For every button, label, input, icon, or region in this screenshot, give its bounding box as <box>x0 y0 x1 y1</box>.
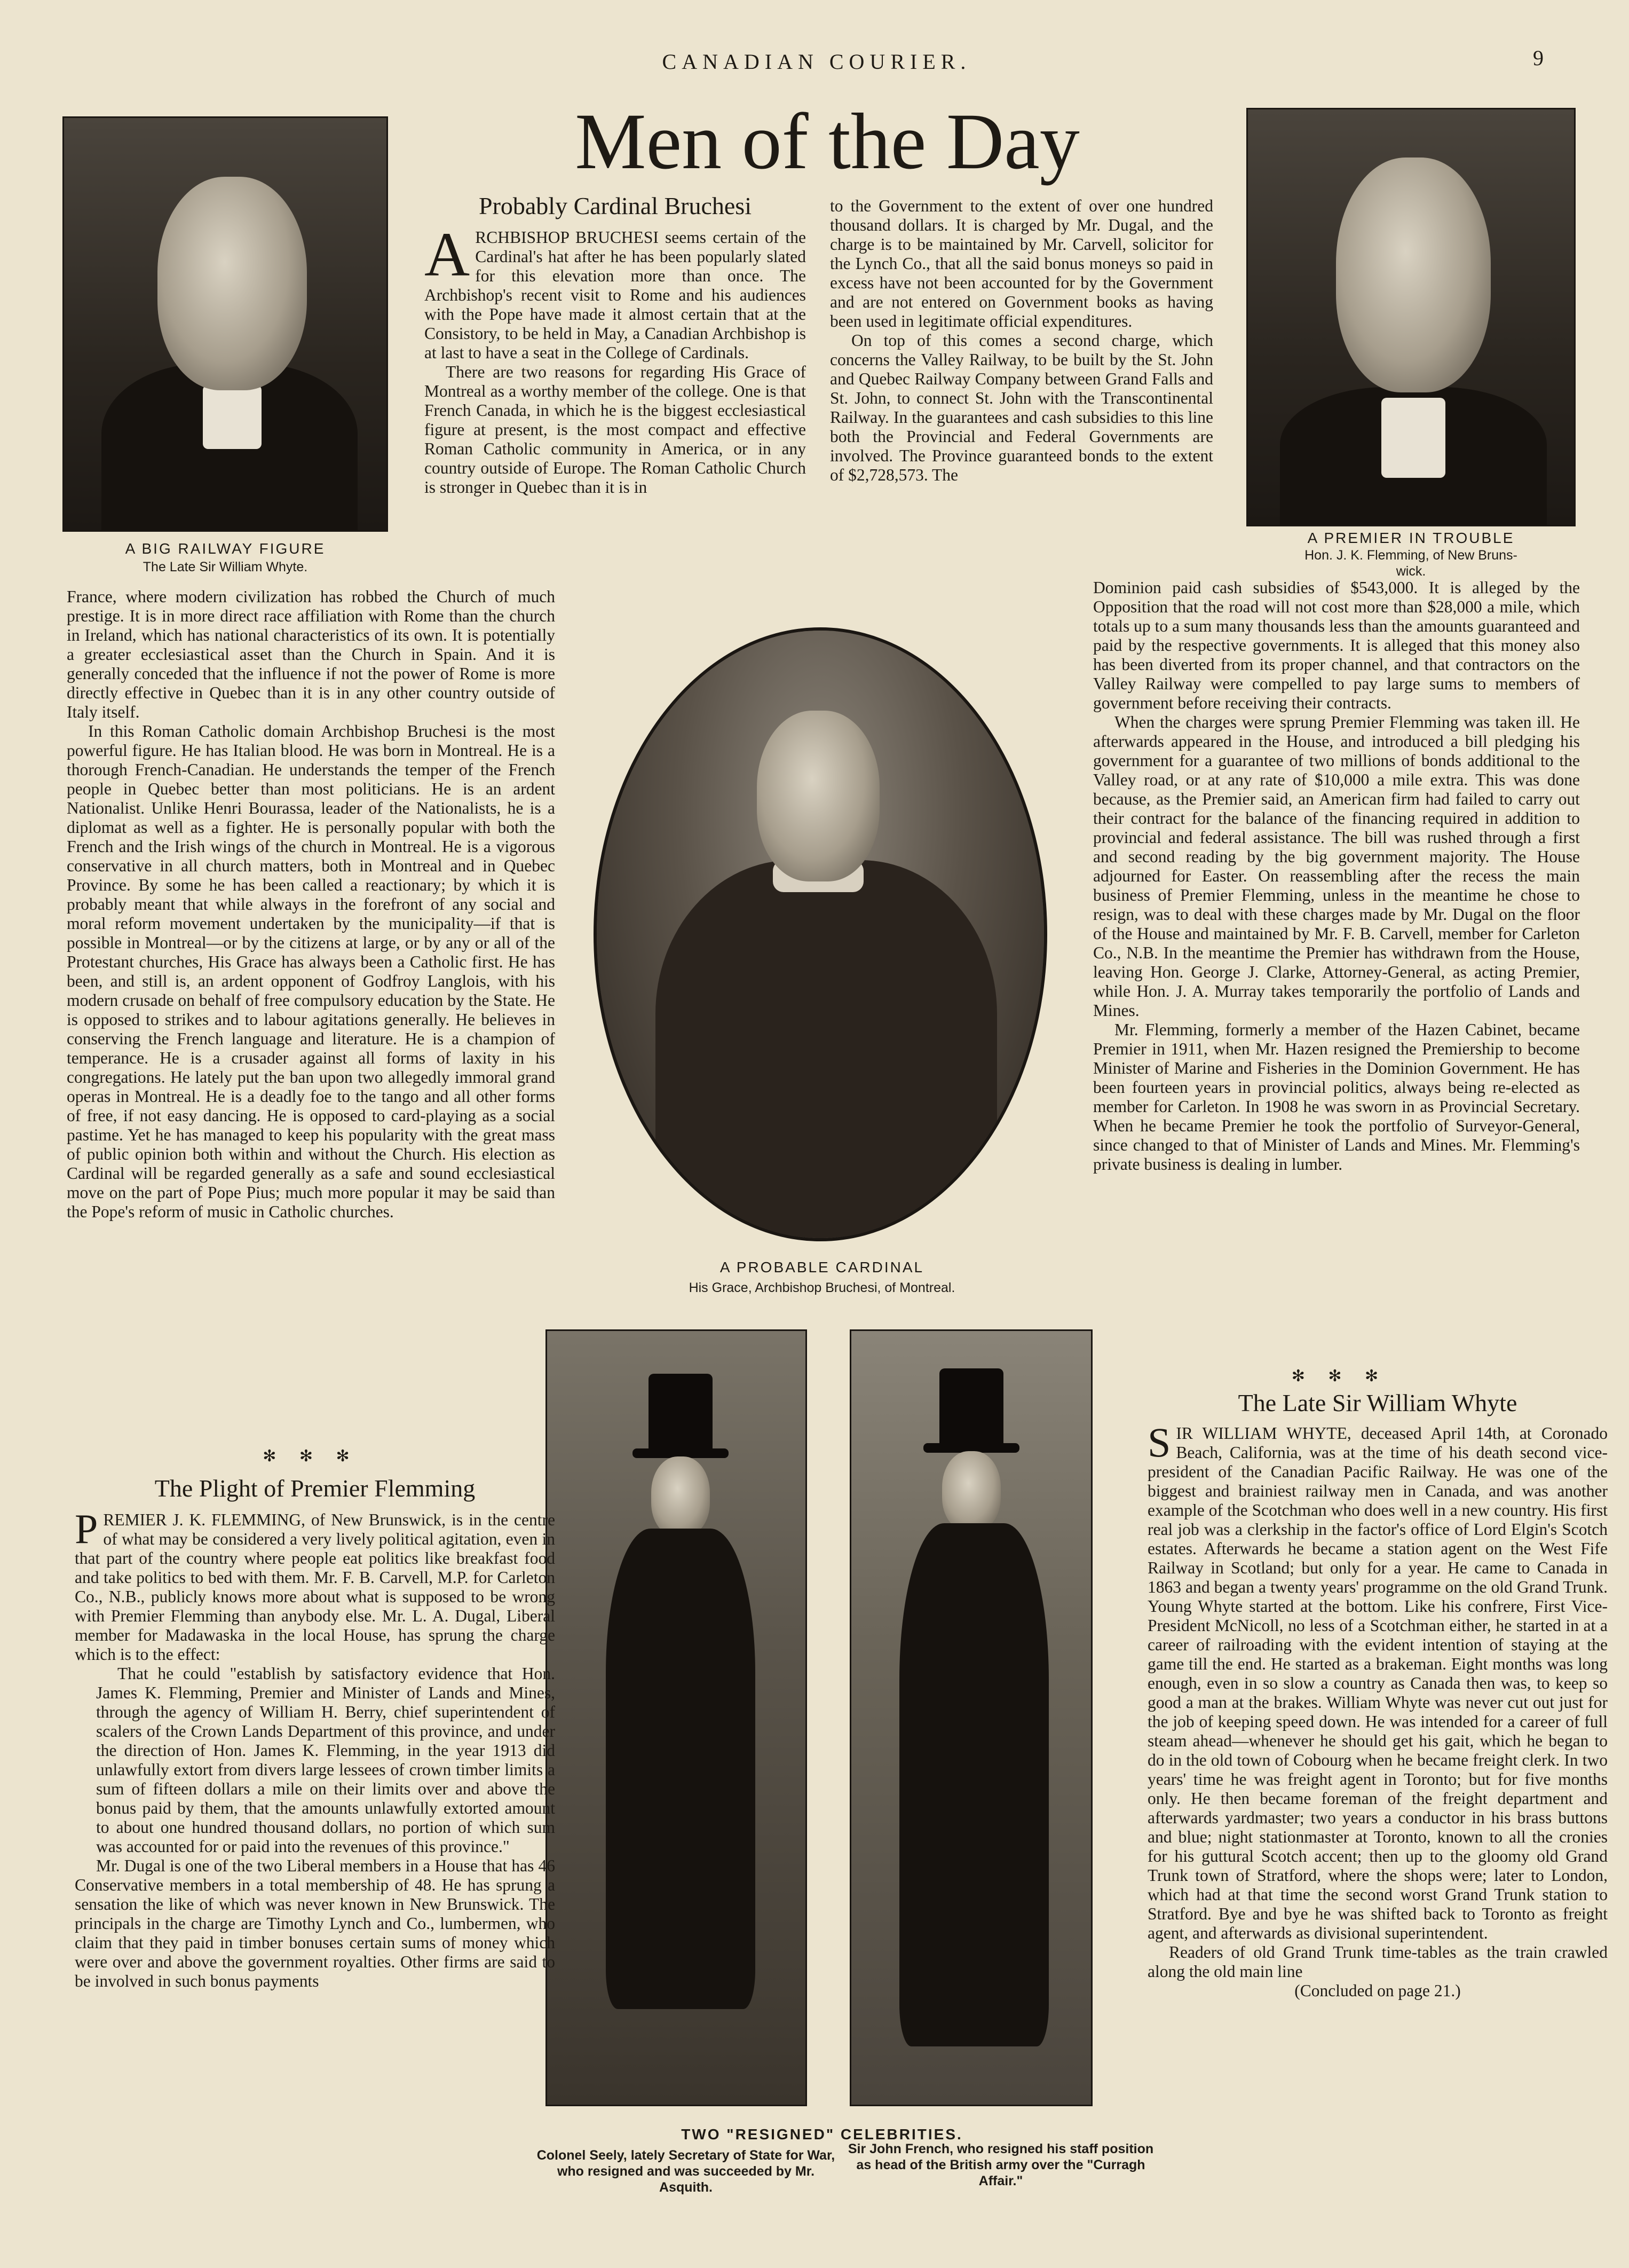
whyte-concluded: (Concluded on page 21.) <box>1294 1981 1461 2001</box>
photo-flemming-caption-sub-2: wick. <box>1396 564 1426 579</box>
bruchesi-heading: Probably Cardinal Bruchesi <box>478 192 752 219</box>
ornament-right: ✻ ✻ ✻ <box>1291 1367 1388 1385</box>
photo-whyte-caption-head: A BIG RAILWAY FIGURE <box>125 540 326 557</box>
bruchesi-lead: RCHBISHOP BRUCHESI seems certain of the Cardinal's hat after he has been popularly slated for this elevation more than once. The Archbishop's recent visit to Rome and his audiences with the Pope have made it almost certain that at the Consistory, to be held in May, a Canadian Archbishop is at last to have a seat in the College of Cardinals. <box>424 228 806 363</box>
photo-whyte-caption-sub: The Late Sir William Whyte. <box>143 560 308 574</box>
page-number: 9 <box>1533 46 1544 70</box>
photo-bruchesi <box>594 627 1047 1241</box>
whyte-lead: IR WILLIAM WHYTE, deceased April 14th, at Coronado Beach, California, was at the time of his death second vice-president of the Canadian Pacific Railway. He was one of the biggest and brainiest railway men in Canada, and was another example of the Scotchman who does well in a new country. His first real job was a clerkship in the factor's office of Lord Elgin's Scotch estates. Afterwards he became a station agent on the West Fife Railway in Scotland; but only for a year. He came to Canada in 1863 and began a twenty years' programme on the old Grand Trunk. Young Whyte started at the bottom. Like his confrere, First Vice-President McNicoll, no less of a Scotchman either, he started in at a career of railroading with the evident intention of staying at the game till the end. He started as a brakeman. Eight months was long enough, even in so slow a country as Canada then was, to keep so good a man at the brakes. William Whyte was never cut out just for the job of keeping speed down. He was intended for a career of full steam ahead—whenever he should get his gait, which he began to do in the old town of Cobourg when he became freight clerk. In two years' time he was freight agent in Toronto; but for five months only. He then became foreman of the freight department and afterwards yardmaster; two years a conductor in his brass buttons and blue; night stationmaster at Toronto, known to all the cronies for his guttural Scotch accent; then up to the gloomy old Grand Trunk town of Stratford, where the shops were; later to London, which had at that time the second worst Grand Trunk station to Stratford. Bye and bye he was shifted back to Toronto as freight agent, and afterwards as divisional superintendent. <box>1148 1424 1608 1943</box>
ornament-left: ✻ ✻ ✻ <box>263 1447 359 1465</box>
whyte-dropcap: S <box>1148 1419 1171 1466</box>
photo-flemming-caption-head: A PREMIER IN TROUBLE <box>1307 530 1515 546</box>
photo-bruchesi-caption-head: A PROBABLE CARDINAL <box>719 1259 924 1275</box>
flemming-article-left <box>75 1474 555 1991</box>
photo-french-caption: Sir John French, who resigned his staff position as head of the British army over the "Curragh Affair." <box>848 2141 1154 2188</box>
photo-flemming-caption-sub-1: Hon. J. K. Flemming, of New Bruns- <box>1304 548 1517 563</box>
photo-resigned-caption-head: TWO "RESIGNED" CELEBRITIES. <box>681 2126 963 2143</box>
bruchesi-dropcap: A <box>424 219 470 290</box>
flemming-article-col2 <box>830 196 1213 485</box>
flemming-article-right <box>1093 578 1580 1174</box>
photo-bruchesi-caption-sub: His Grace, Archbishop Bruchesi, of Montreal. <box>689 1280 955 1295</box>
flemming-quote: That he could "establish by satisfactory evidence that Hon. James K. Flemming, Premier and Minister of Lands and Mines, through the agency of William H. Berry, chief superintendent of scalers of the Crown Lands Department of this province, and under the direction of Hon. James K. Flemming, in the year 1913 did unlawfully extort from divers large lessees of crown timber limits a sum of fifteen dollars a mile on their limits over and above the bonus paid by them, that the amounts unlawfully extorted amount to about one hundred thousand dollars, no portion of which sum was accounted for or paid into the revenues of this province." <box>96 1664 555 1856</box>
flemming-paragraph-3: Mr. Dugal is one of the two Liberal members in a House that has 46 Conservative members in a total membership of 48. He has sprung a sensation the like of which was never known in New Brunswick. The principals in the charge are Timothy Lynch and Co., lumbermen, who claim that they paid in timber bonuses certain sums of money which were over and above the government royalties. Other firms are said to be involved in such bonus payments <box>75 1856 555 1991</box>
flemming-right-paragraph-2: When the charges were sprung Premier Flemming was taken ill. He afterwards appeared in the House, and introduced a bill pledging his government for a guarantee of two millions of bonds additional to the Valley road, or at any rate of $10,000 a mile extra. This was done because, as the Premier said, an American firm had failed to carry out their contract for the balance of the financing required in addition to provincial and federal assistance. The bill was rushed through a first and second reading by the big government majority. The House adjourned for Easter. On reassembling after the recess the main business of Premier Flemming, unless in the meantime he chose to resign, was to deal with these charges made by Mr. Dugal on the floor of the House and maintained by Mr. F. B. Carvell, member for Carleton Co., N.B. In the meantime the Premier has withdrawn from the House, leaving Hon. George J. Clarke, Attorney-General, as acting Premier, while Hon. J. A. Murray takes temporarily the portfolio of Lands and Mines. <box>1093 713 1580 1020</box>
bruchesi-left-paragraph-2: In this Roman Catholic domain Archbishop Bruchesi is the most powerful figure. He has Italian blood. He was born in Montreal. He is a thorough French-Canadian. He understands the temper of the French people in Quebec better than most politicians. He is an ardent Nationalist. Unlike Henri Bourassa, leader of the Nationalists, he is a diplomat as well as a fighter. He is personally popular with both the French and the Irish wings of the church in Montreal. He is a vigorous conservative in all church matters, both in Montreal and in Quebec Province. By some he has been called a reactionary; by which it is probably meant that while always in the forefront of any social and moral reform movement undertaken by the municipality—if that is possible in Montreal—or by the citizens at large, or by any or all of the Protestant churches, His Grace has always been a Catholic first. He has been, and still is, an ardent opponent of Godfroy Langlois, with his modern crusade on behalf of free compulsory education by the State. He is opposed to strikes and to labour agitations generally. He believes in conserving the French language and literature. He is a champion of temperance. He is a crusader against all forms of laxity in his congregations. He lately put the ban upon two allegedly immoral grand operas in Montreal. He is a deadly foe to the tango and all other forms of free, if not easy dancing. He is opposed to card-playing as a social pastime. Yet he has managed to keep his popularity with the great mass of public opinion both within and without the Church. His election as Cardinal will be regarded generally as a safe and sound ecclesiastical move on the part of Pope Pius; much more popular it may be said than the Pope's reform of music in Catholic churches. <box>67 722 555 1221</box>
bruchesi-article-col1 <box>424 191 806 497</box>
flemming-heading: The Plight of Premier Flemming <box>154 1475 476 1502</box>
photo-whyte <box>62 116 388 532</box>
page-title: Men of the Day <box>575 97 1080 186</box>
photo-seely-caption: Colonel Seely, lately Secretary of State for War, who resigned and was succeeded by Mr. Asquith. <box>536 2148 835 2195</box>
photo-flemming <box>1246 108 1576 526</box>
running-title: CANADIAN COURIER. <box>662 50 971 74</box>
photo-seely <box>545 1329 807 2106</box>
bruchesi-article-left <box>67 587 555 1222</box>
flemming-col2-cont: to the Government to the extent of over one hundred thousand dollars. It is charged by Mr. Dugal, and the charge is to be maintained by Mr. Carvell, solicitor for the Lynch Co., that all the said bonus moneys so paid in excess have not been accounted for by the Government and are not entered on Government books as having been used in legitimate official expenditures. <box>830 196 1213 330</box>
whyte-paragraph-2: Readers of old Grand Trunk time-tables as the train crawled along the old main line <box>1148 1943 1608 1981</box>
flemming-right-paragraph-3: Mr. Flemming, formerly a member of the Hazen Cabinet, became Premier in 1911, when Mr. Hazen resigned the Premiership to become Minister of Marine and Fisheries in the Dominion Government. He has been fourteen years in provincial politics, always being re-elected as member for Carleton. In 1908 he was sworn in as Provincial Secretary. When he became Premier he took the portfolio of Surveyor-General, since changed to that of Minister of Lands and Mines. Mr. Flemming's private business is dealing in lumber. <box>1093 1020 1580 1174</box>
photo-french <box>850 1329 1093 2106</box>
flemming-right-cont: Dominion paid cash subsidies of $543,000. It is alleged by the Opposition that the road will not cost more than $28,000 a mile, which totals up to a sum many thousands less than the amounts guaranteed and paid by the respective governments. It is alleged that this money also has been diverted from its proper channel, and that contractors on the Valley Railway were compelled to pay large sums to members of government before receiving their contracts. <box>1093 578 1580 712</box>
bruchesi-paragraph-2: There are two reasons for regarding His Grace of Montreal as a worthy member of the college. One is that French Canada, in which he is the biggest ecclesiastical figure at present, is the most compact and effective Roman Catholic community in America, or in any country outside of Europe. The Roman Catholic Church is stronger in Quebec than it is in <box>424 363 806 497</box>
whyte-article <box>1148 1388 1608 2001</box>
bruchesi-left-cont: France, where modern civilization has robbed the Church of much prestige. It is in more direct race affiliation with Rome than the church in Ireland, which has national characteristics of its own. It is potentially a greater ecclesiastical asset than the Church in Spain. And it is generally conceded that the influence if not the power of Rome is more directly effective in Quebec than it is in any other country outside of Italy itself. <box>67 587 555 721</box>
flemming-dropcap: P <box>75 1506 98 1553</box>
whyte-heading: The Late Sir William Whyte <box>1238 1389 1517 1416</box>
flemming-col2-paragraph-2: On top of this comes a second charge, which concerns the Valley Railway, to be built by the St. John and Quebec Railway Company between Grand Falls and St. John, to connect St. John with the Transcontinental Railway. In the guarantees and cash subsidies to this line both the Provincial and Federal Governments are involved. The Province guaranteed bonds to the extent of $2,728,573. The <box>830 331 1213 484</box>
flemming-lead: REMIER J. K. FLEMMING, of New Brunswick, is in the centre of what may be considered a very lively political agitation, even in that part of the country where people eat politics like breakfast food and take politics to bed with them. Mr. F. B. Carvell, M.P. for Carleton Co., N.B., publicly knows more about what is supposed to be wrong with Premier Flemming than anybody else. Mr. L. A. Dugal, Liberal member for Madawaska in the local House, has sprung the charge which is to the effect: <box>75 1510 555 1664</box>
